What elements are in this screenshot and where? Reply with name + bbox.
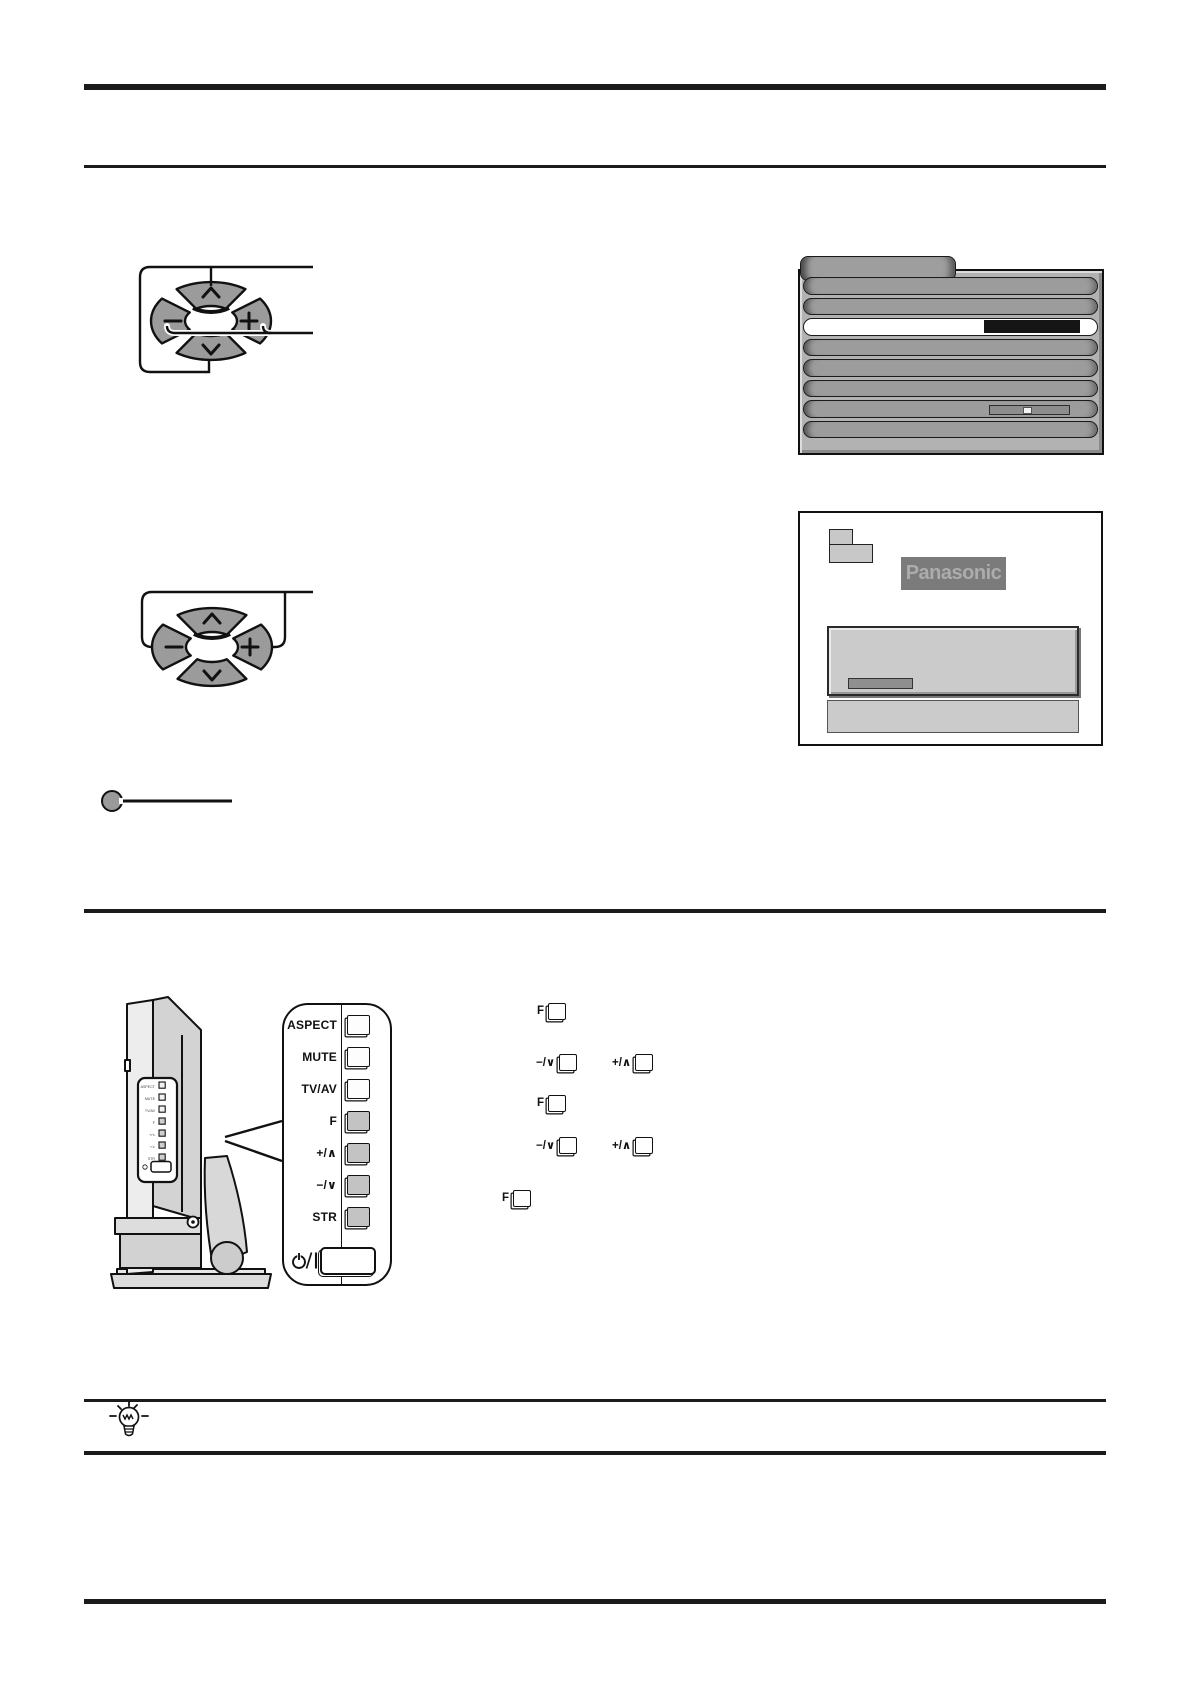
mini-button (159, 1106, 165, 1112)
control-panel-callout (282, 1003, 392, 1286)
f-key-label: F (537, 1005, 545, 1017)
osd-menu-row (803, 298, 1098, 316)
panel-row-str (284, 1206, 390, 1228)
mute-button (347, 1047, 370, 1067)
callout-pointer-bottom (225, 1141, 282, 1161)
up-label: +/∧ (316, 1146, 337, 1160)
footer-rule (84, 1599, 1106, 1604)
step-icon-down-2 (536, 1136, 577, 1154)
step-icon-up-2 (612, 1136, 653, 1154)
welcome-small-rect-2 (829, 544, 873, 563)
dpad-up-button (177, 282, 246, 309)
up-key-icon (635, 1054, 653, 1071)
step-icon-down-1 (536, 1053, 577, 1071)
step-icon-f-1 (537, 1002, 566, 1020)
panel-row-down (284, 1174, 390, 1196)
aspect-label: ASPECT (287, 1018, 337, 1032)
callout-pointer-top (225, 1121, 282, 1137)
step-icon-f-3 (502, 1189, 531, 1207)
mini-button (159, 1082, 165, 1088)
panel-row-up (284, 1142, 390, 1164)
dpad-down-button (177, 333, 246, 360)
down-label: −/∨ (316, 1178, 337, 1192)
down-key-label: −/∨ (536, 1140, 556, 1152)
osd-menu-row (803, 380, 1098, 398)
welcome-message-bar (848, 678, 913, 689)
tv-base-plate (111, 1274, 271, 1288)
welcome-bottom-strip (827, 700, 1079, 733)
osd-selected-value-box (984, 320, 1080, 333)
dpad-down-button (178, 659, 247, 686)
osd-menu-row (803, 421, 1098, 439)
mini-label-down: −/∨ (149, 1145, 155, 1149)
panel-row-mute (284, 1046, 390, 1068)
tip-rule-top (84, 1399, 1106, 1402)
mute-label: MUTE (302, 1050, 337, 1064)
tip-rule-bottom (84, 1451, 1106, 1455)
str-label: STR (312, 1210, 337, 1224)
up-button (347, 1143, 370, 1163)
f-key-label: F (502, 1192, 510, 1204)
mini-label-aspect: ASPECT (140, 1085, 155, 1089)
mini-power-button (151, 1162, 171, 1173)
osd-menu-row-slider (803, 400, 1098, 418)
osd-menu-screenshot (798, 256, 1105, 458)
f-button (347, 1111, 370, 1131)
panel-row-aspect (284, 1014, 390, 1036)
f-key-label: F (537, 1097, 545, 1109)
tv-stand-hinge (211, 1242, 243, 1274)
tip-lightbulb-icon (106, 1401, 154, 1449)
osd-rows (803, 277, 1098, 441)
aspect-button (347, 1015, 370, 1035)
osd-menu-row (803, 339, 1098, 357)
up-key-icon (635, 1137, 653, 1154)
panasonic-logo (901, 557, 1006, 590)
power-icon (291, 1251, 319, 1270)
mini-button (159, 1094, 165, 1100)
osd-menu-row (803, 359, 1098, 377)
panasonic-logo-text: Panasonic (905, 562, 1002, 584)
header-thin-rule (84, 165, 1106, 168)
down-key-icon (559, 1137, 577, 1154)
down-button (347, 1175, 370, 1195)
top-thick-rule (84, 84, 1106, 90)
osd-slider-knob (1023, 407, 1032, 415)
osd-menu-row (803, 277, 1098, 295)
tvav-label: TV/AV (301, 1082, 337, 1096)
mini-label-f: F (152, 1121, 155, 1125)
osd-slider-track (989, 405, 1070, 415)
section-rule (84, 909, 1106, 913)
mini-label-up: +/∧ (149, 1133, 155, 1137)
mini-button (159, 1130, 165, 1136)
tv-side-notch (125, 1060, 130, 1071)
f-label: F (329, 1114, 337, 1128)
f-key-icon (513, 1190, 531, 1207)
dpad-up-button (178, 608, 247, 635)
dpad-diagram-2 (130, 578, 325, 706)
mini-label-tvav: TV/AV (144, 1109, 155, 1113)
step-icon-up-1 (612, 1053, 653, 1071)
f-key-icon (548, 1095, 566, 1112)
str-button (347, 1207, 370, 1227)
bullet-callout (98, 787, 243, 817)
up-key-label: +/∧ (612, 1140, 632, 1152)
panel-row-tvav (284, 1078, 390, 1100)
screw-dot (191, 1220, 195, 1224)
welcome-message-box (827, 626, 1079, 696)
osd-menu-row-selected (803, 318, 1098, 336)
dpad-inner-arc (193, 308, 229, 312)
mini-label-str: STR (147, 1157, 155, 1161)
dpad-diagram-1 (130, 255, 325, 385)
f-key-icon (548, 1003, 566, 1020)
down-key-icon (559, 1054, 577, 1071)
mini-button (159, 1142, 165, 1148)
panel-row-f (284, 1110, 390, 1132)
up-key-label: +/∧ (612, 1057, 632, 1069)
mini-label-mute: MUTE (144, 1097, 155, 1101)
tv-lower-block-2 (120, 1234, 201, 1268)
welcome-screen-screenshot (798, 511, 1103, 746)
dpad-inner-arc (194, 634, 230, 638)
power-button (320, 1247, 376, 1275)
step-icon-f-2 (537, 1094, 566, 1112)
mini-button (159, 1154, 165, 1160)
panel-row-power (284, 1245, 390, 1275)
tvav-button (347, 1079, 370, 1099)
down-key-label: −/∨ (536, 1057, 556, 1069)
mini-button (159, 1118, 165, 1124)
